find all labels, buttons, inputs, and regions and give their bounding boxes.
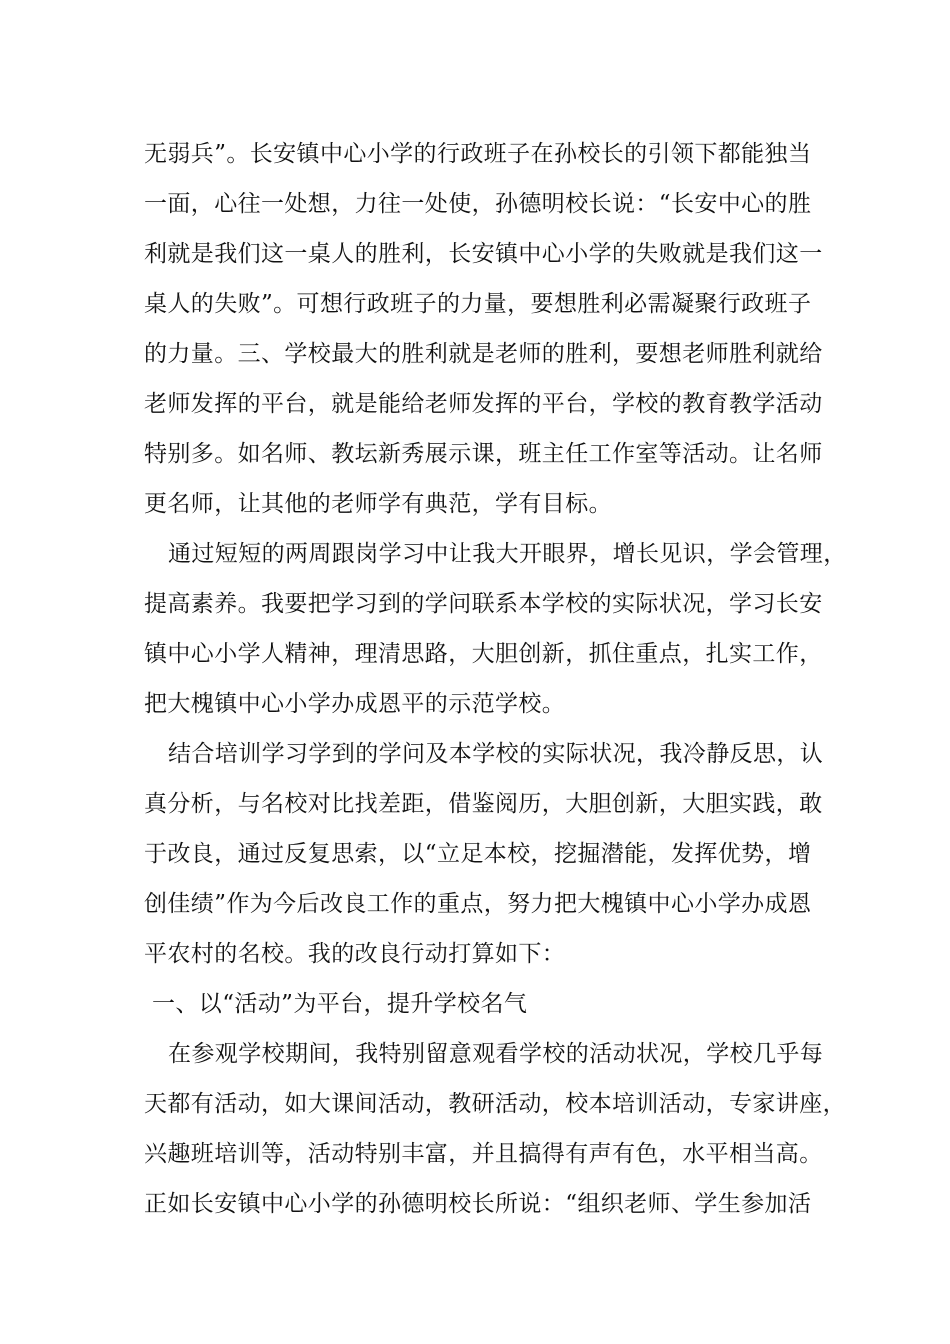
body-text-line: 一面，心往一处想，力往一处使，孙德明校长说：“长安中心的胜 [144,191,812,217]
body-text-line: 镇中心小学人精神，理清思路，大胆创新，抓住重点，扎实工作， [144,641,823,667]
body-text-line: 真分析，与名校对比找差距，借鉴阅历，大胆创新，大胆实践，敢 [144,791,823,817]
section-heading: 一、以“活动”为平台，提升学校名气 [152,991,528,1017]
body-text-line: 特别多。如名师、教坛新秀展示课，班主任工作室等活动。让名师 [144,441,823,467]
body-text-line: 创佳绩”作为今后改良工作的重点，努力把大槐镇中心小学办成恩 [144,891,812,917]
body-text-line: 天都有活动，如大课间活动，教研活动，校本培训活动，专家讲座， [144,1091,846,1117]
body-text-line: 桌人的失败”。可想行政班子的力量，要想胜利必需凝聚行政班子 [144,291,812,317]
body-text-line: 平农村的名校。我的改良行动打算如下： [144,941,566,967]
body-text-line: 正如长安镇中心小学的孙德明校长所说：“组织老师、学生参加活 [144,1191,812,1217]
body-text-line: 无弱兵”。长安镇中心小学的行政班子在孙校长的引领下都能独当 [144,141,812,167]
body-text-line: 兴趣班培训等，活动特别丰富，并且搞得有声有色，水平相当高。 [144,1141,823,1167]
body-text-line: 老师发挥的平台，就是能给老师发挥的平台，学校的教育教学活动 [144,391,823,417]
paragraph-first-line: 在参观学校期间，我特别留意观看学校的活动状况，学校几乎每 [168,1041,824,1067]
body-text-line: 的力量。三、学校最大的胜利就是老师的胜利，要想老师胜利就给 [144,341,823,367]
body-text-line: 利就是我们这一桌人的胜利，长安镇中心小学的失败就是我们这一 [144,241,823,267]
body-text-line: 于改良，通过反复思索，以“立足本校，挖掘潜能，发挥优势，增 [144,841,812,867]
body-text-line: 把大槐镇中心小学办成恩平的示范学校。 [144,691,566,717]
body-text-line: 提高素养。我要把学习到的学问联系本学校的实际状况，学习长安 [144,591,823,617]
paragraph-first-line: 结合培训学习学到的学问及本学校的实际状况，我冷静反思，认 [168,741,824,767]
paragraph-first-line: 通过短短的两周跟岗学习中让我大开眼界，增长见识，学会管理， [168,541,847,567]
body-text-line: 更名师，让其他的老师学有典范，学有目标。 [144,491,612,517]
